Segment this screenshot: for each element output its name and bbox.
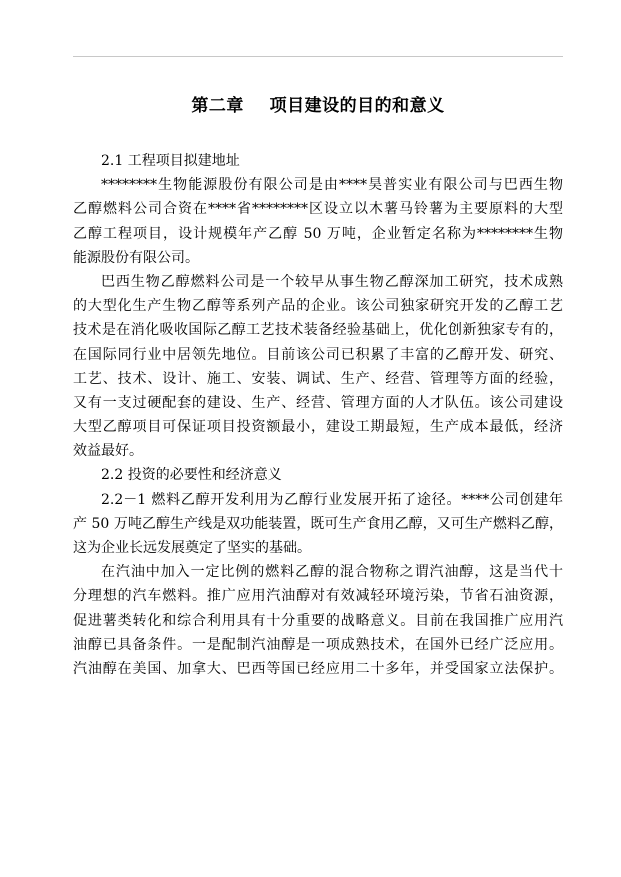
text-line: ********生物能源股份有限公司是由****昊普实业有限公司与巴西生物 [101,177,563,194]
text-line: 汽油醇在美国、加拿大、巴西等国已经应用二十多年，并受国家立法保护。 [73,660,563,677]
text-line: 乙醇燃料公司合资在****省********区设立以木薯马铃薯为主要原料的大型 [73,201,563,218]
text-line: 促进薯类转化和综合利用具有十分重要的战略意义。目前在我国推广应用汽 [73,612,563,629]
text-line: 乙醇工程项目，设计规模年产乙醇 50 万吨，企业暂定名称为********生物 [73,225,563,242]
text-line: 在国际同行业中居领先地位。目前该公司已积累了丰富的乙醇开发、研究、 [73,346,563,363]
chapter-title: 第二章 项目建设的目的和意义 [191,96,445,116]
text-line: 这为企业长远发展奠定了坚实的基础。 [73,540,311,556]
text-line: 大型乙醇项目可保证项目投资额最小，建设工期最短，生产成本最低，经济 [73,419,563,436]
text-line: 又有一支过硬配套的建设、生产、经营、管理方面的人才队伍。该公司建设 [73,394,563,411]
text-line: 工艺、技术、设计、施工、安装、调试、生产、经营、管理等方面的经验， [73,370,563,387]
section-heading-2-2: 2.2 投资的必要性和经济意义 [101,467,282,484]
text-line: 油醇已具备条件。一是配制汽油醇是一项成熟技术，在国外已经广泛应用。 [73,636,563,653]
header-rule [73,56,563,57]
text-line: 巴西生物乙醇燃料公司是一个较早从事生物乙醇深加工研究，技术成熟 [101,273,563,290]
text-line: 效益最好。 [73,443,143,460]
text-line: 2.2－1 燃料乙醇开发利用为乙醇行业发展开拓了途径。****公司创建年 [101,491,563,508]
text-line: 在汽油中加入一定比例的燃料乙醇的混合物称之谓汽油醇，这是当代十 [101,564,563,581]
text-line: 产 50 万吨乙醇生产线是双功能装置，既可生产食用乙醇，又可生产燃料乙醇， [73,515,563,532]
text-line: 的大型化生产生物乙醇等系列产品的企业。该公司独家研究开发的乙醇工艺 [73,298,563,315]
text-line: 分理想的汽车燃料。推广应用汽油醇对有效减轻环境污染，节省石油资源， [73,588,563,605]
text-line: 技术是在消化吸收国际乙醇工艺技术装备经验基础上，优化创新独家专有的， [73,322,563,339]
text-line: 能源股份有限公司。 [73,249,199,266]
body-text [73,149,563,681]
section-heading-2-1: 2.1 工程项目拟建地址 [101,153,240,169]
